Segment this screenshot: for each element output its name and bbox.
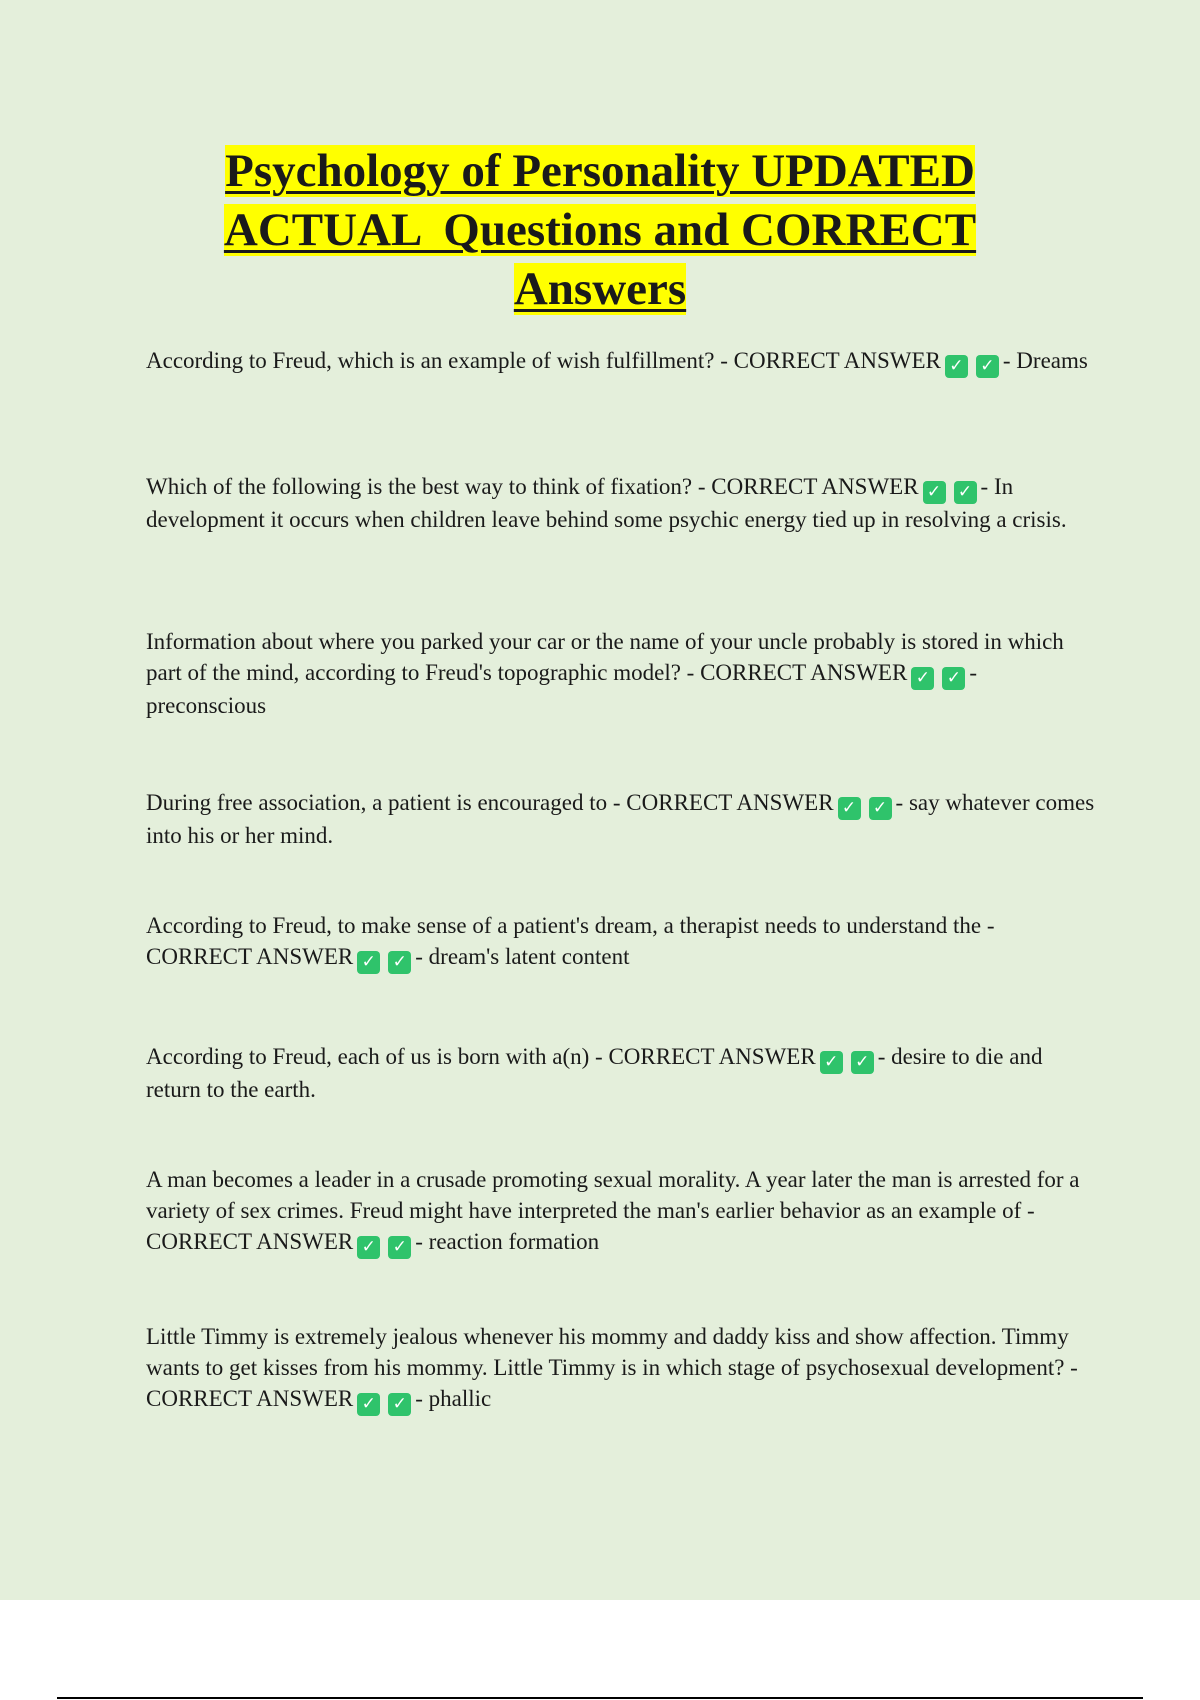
footer-divider — [57, 1697, 1143, 1699]
check-icon: ✓ — [357, 1393, 380, 1416]
answer-text: - say whatever comes into his or her mind. — [146, 790, 1095, 848]
answer-text: - Dreams — [1002, 348, 1088, 373]
answer-text: - phallic — [415, 1386, 492, 1411]
question-text: Which of the following is the best way to think of fixation? - — [146, 474, 706, 499]
answer-text: - preconscious — [146, 660, 977, 718]
question-text: According to Freud, which is an example of wish fulfillment? - — [146, 348, 728, 373]
answer-marker: CORRECT ANSWER — [733, 348, 941, 373]
answer-text: - reaction formation — [415, 1229, 600, 1254]
check-icon: ✓ — [945, 355, 968, 378]
qa-item — [146, 910, 1096, 974]
qa-item — [146, 626, 1096, 721]
check-icon: ✓ — [838, 797, 861, 820]
title-line-2: ACTUAL Questions and CORRECT — [223, 204, 977, 256]
answer-marker: CORRECT ANSWER — [146, 944, 354, 969]
title-line-3: Answers — [513, 263, 687, 315]
qa-item — [146, 1164, 1096, 1259]
check-icon: ✓ — [923, 481, 946, 504]
qa-item — [146, 471, 1096, 535]
question-text: Little Timmy is extremely jealous whenever his mommy and daddy kiss and show affection. Timmy wants to get kisses from his mommy. Little Timmy is in which stage of psychosexual development? - — [146, 1324, 1078, 1380]
answer-marker: CORRECT ANSWER — [711, 474, 919, 499]
question-text: Information about where you parked your car or the name of your uncle probably is stored in which part of the mind, according to Freud's topographic model? - — [146, 629, 1064, 685]
check-icon: ✓ — [942, 667, 965, 690]
check-icon: ✓ — [388, 1393, 411, 1416]
check-icon: ✓ — [357, 1236, 380, 1259]
qa-item — [146, 1321, 1096, 1416]
answer-text: - In development it occurs when children leave behind some psychic energy tied up in resolving a crisis. — [146, 474, 1067, 532]
answer-marker: CORRECT ANSWER — [626, 790, 834, 815]
answer-marker: CORRECT ANSWER — [608, 1044, 816, 1069]
qa-item — [146, 787, 1096, 851]
qa-item — [146, 345, 1096, 378]
qa-item — [146, 1041, 1096, 1105]
check-icon: ✓ — [388, 951, 411, 974]
question-text: According to Freud, each of us is born with a(n) - — [146, 1044, 603, 1069]
answer-text: - dream's latent content — [415, 944, 630, 969]
question-text: According to Freud, to make sense of a patient's dream, a therapist needs to understand the - — [146, 913, 995, 938]
document-title — [100, 142, 1100, 319]
check-icon: ✓ — [820, 1051, 843, 1074]
check-icon: ✓ — [976, 355, 999, 378]
question-text: A man becomes a leader in a crusade promoting sexual morality. A year later the man is arrested for a variety of sex crimes. Freud might have interpreted the man's earlier behavior as an example of - — [146, 1167, 1080, 1223]
check-icon: ✓ — [851, 1051, 874, 1074]
answer-marker: CORRECT ANSWER — [146, 1386, 354, 1411]
check-icon: ✓ — [911, 667, 934, 690]
check-icon: ✓ — [388, 1236, 411, 1259]
question-text: During free association, a patient is encouraged to - — [146, 790, 621, 815]
check-icon: ✓ — [869, 797, 892, 820]
answer-marker: CORRECT ANSWER — [146, 1229, 354, 1254]
check-icon: ✓ — [954, 481, 977, 504]
check-icon: ✓ — [357, 951, 380, 974]
answer-marker: CORRECT ANSWER — [700, 660, 908, 685]
answer-text: - desire to die and return to the earth. — [146, 1044, 1043, 1102]
title-line-1: Psychology of Personality UPDATED — [225, 145, 975, 197]
